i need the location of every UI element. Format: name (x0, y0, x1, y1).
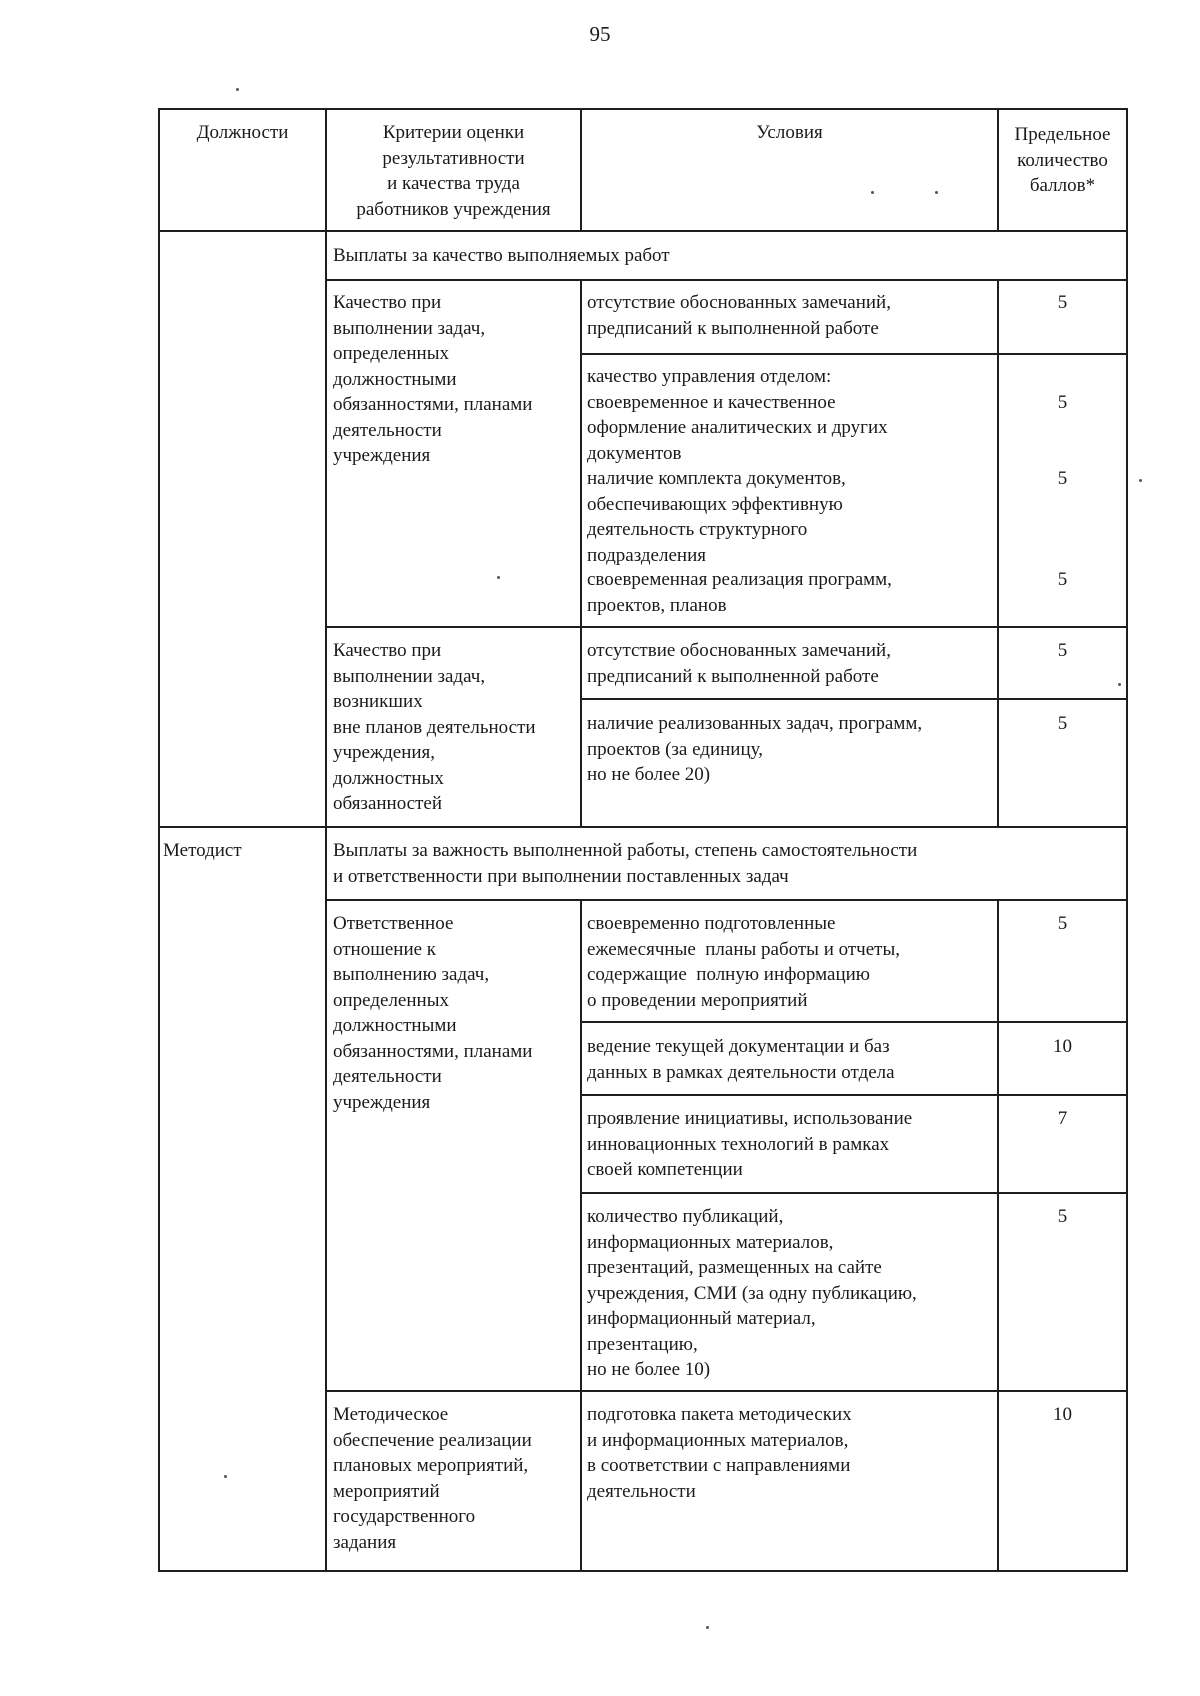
scan-speck (935, 191, 938, 194)
position-cell: Методист (163, 840, 242, 861)
points-cell: 5 (1057, 292, 1068, 313)
points-cell: 5 (1057, 468, 1068, 489)
points-cell: 5 (1057, 913, 1068, 934)
table-border-col3 (997, 900, 999, 1572)
section-divider (158, 826, 1128, 828)
points-cell: 5 (1057, 640, 1068, 661)
header-conditions: Условия (756, 122, 823, 143)
condition-cell: отсутствие обоснованных замечаний, предписаний к выполненной работе (587, 292, 891, 339)
points-cell: 5 (1057, 392, 1068, 413)
table-border-col1 (325, 108, 327, 1572)
row-divider (580, 353, 1128, 355)
table-border-col2 (580, 900, 582, 1572)
group-divider (325, 1390, 1128, 1392)
section2-title: Выплаты за важность выполненной работы, степень самостоятельности и ответственности при выполнении поставленных задач (333, 840, 918, 887)
condition-cell: подготовка пакета методических и информационных материалов, в соответствии с направлениями деятельности (587, 1404, 852, 1502)
section2-title-bottom (325, 899, 1128, 901)
table-border-col3 (997, 280, 999, 828)
scan-speck (871, 191, 874, 194)
table-border-right (1126, 108, 1128, 1572)
points-cell: 5 (1057, 713, 1068, 734)
group-divider (325, 626, 1128, 628)
table-border-top (158, 108, 1128, 110)
header-max-points: Предельное количество баллов* (1014, 124, 1111, 196)
condition-cell: ведение текущей документации и баз данных в рамках деятельности отдела (587, 1036, 895, 1083)
section1-title-bottom (325, 279, 1128, 281)
header-position: Должности (196, 122, 289, 143)
criterion-cell: Качество при выполнении задач, возникших вне планов деятельности учреждения, должностных обязанностей (333, 640, 536, 814)
points-cell: 5 (1057, 569, 1068, 590)
row-divider (580, 1021, 1128, 1023)
condition-cell: отсутствие обоснованных замечаний, предписаний к выполненной работе (587, 640, 891, 687)
criterion-cell: Ответственное отношение к выполнению задач, определенных должностными обязанностями, планами деятельности учреждения (333, 913, 533, 1113)
table-border-col2 (580, 280, 582, 828)
table-border-left (158, 108, 160, 1572)
condition-cell: проявление инициативы, использование инновационных технологий в рамках своей компетенции (587, 1108, 913, 1180)
condition-cell: своевременно подготовленные ежемесячные планы работы и отчеты, содержащие полную информацию о проведении мероприятий (587, 913, 900, 1011)
points-cell: 10 (1053, 1404, 1072, 1425)
table-border-bottom (158, 1570, 1128, 1572)
row-divider (580, 1094, 1128, 1096)
page-number: 95 (589, 22, 611, 46)
condition-cell: наличие комплекта документов, обеспечивающих эффективную деятельность структурного подразделения (587, 468, 846, 566)
header-bottom-border (158, 230, 1128, 232)
condition-cell: количество публикаций, информационных материалов, презентаций, размещенных на сайте учреждения, СМИ (за одну публикацию, информационный материал, презентацию, но не более 10) (587, 1206, 917, 1380)
scan-speck (236, 88, 239, 91)
scan-speck (1139, 479, 1142, 482)
condition-cell: качество управления отделом: своевременное и качественное оформление аналитических и других документов (587, 366, 888, 464)
row-divider (580, 1192, 1128, 1194)
points-cell: 10 (1053, 1036, 1072, 1057)
condition-cell: наличие реализованных задач, программ, проектов (за единицу, но не более 20) (587, 713, 923, 785)
row-divider (580, 698, 1128, 700)
scan-speck (497, 576, 500, 579)
scan-speck (1118, 683, 1121, 686)
scan-speck (706, 1626, 709, 1629)
criterion-cell: Качество при выполнении задач, определенных должностными обязанностями, планами деятельности учреждения (333, 292, 533, 466)
points-cell: 5 (1057, 1206, 1068, 1227)
section1-title: Выплаты за качество выполняемых работ (333, 245, 670, 266)
scan-speck (224, 1475, 227, 1478)
criterion-cell: Методическое обеспечение реализации плановых мероприятий, мероприятий государственного задания (333, 1404, 532, 1553)
header-criteria: Критерии оценки результативности и качества труда работников учреждения (356, 122, 551, 220)
points-cell: 7 (1057, 1108, 1068, 1129)
condition-cell: своевременная реализация программ, проектов, планов (587, 569, 892, 616)
